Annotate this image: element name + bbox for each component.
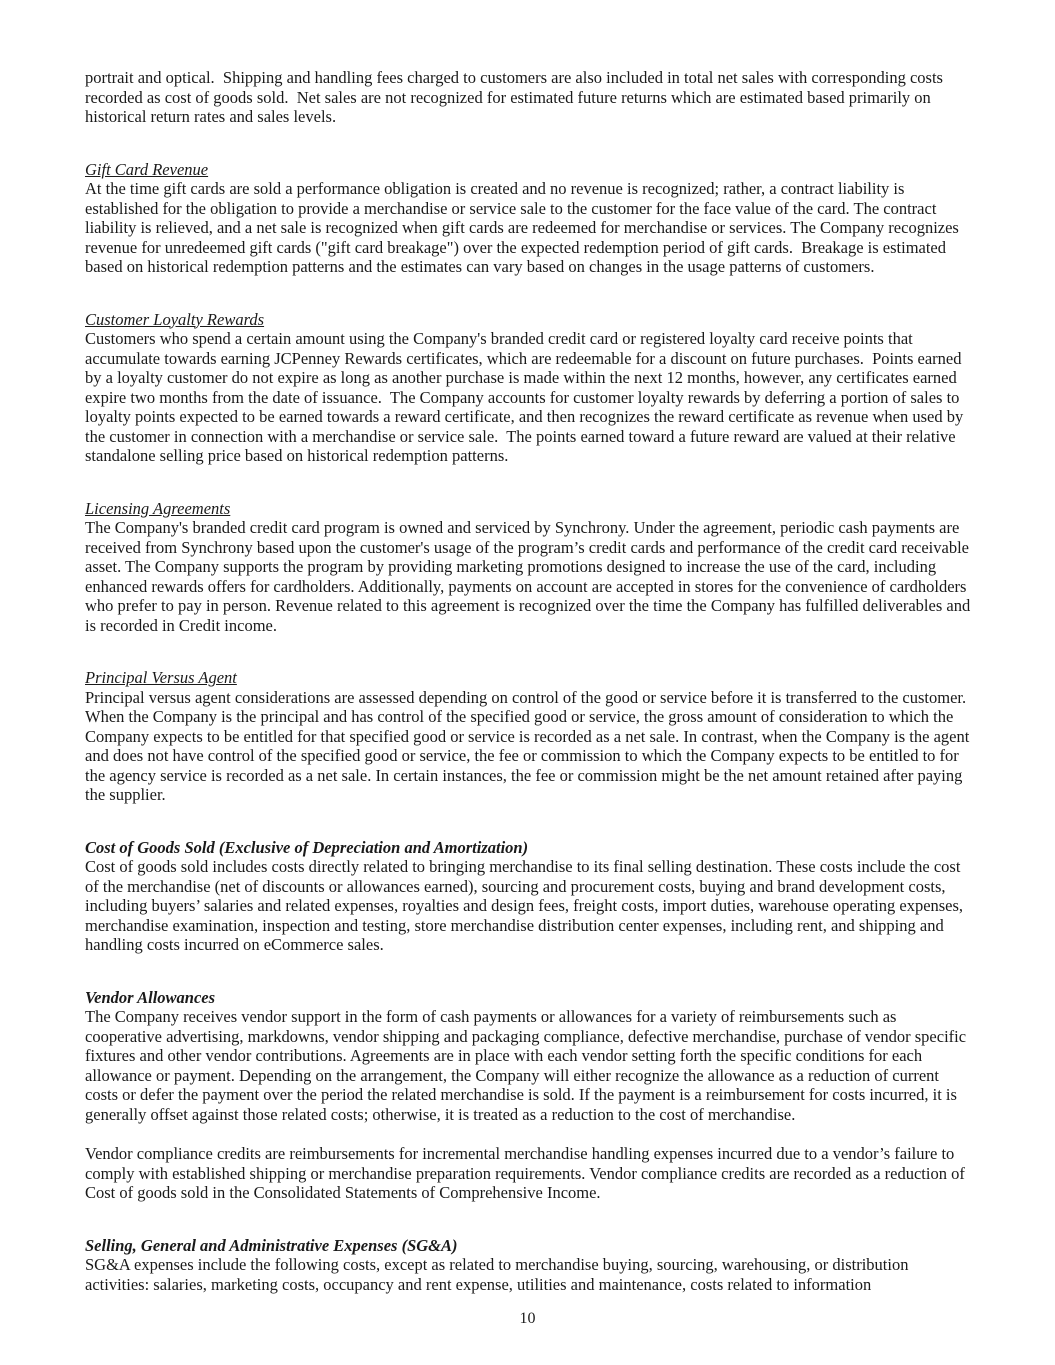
document-body [85,68,975,1294]
section-heading: Cost of Goods Sold (Exclusive of Depreciation and Amortization) [85,837,529,857]
document-section [85,498,975,636]
section-paragraph: Customers who spend a certain amount using the Company's branded credit card or registered loyalty card receive points that accumulate towards earning JCPenney Rewards certificates, which are redeemable for a discount on future purchases. Points earned by a loyalty customer do not expire as long as another purchase is made within the next 12 months, however, any certificates earned expire two months from the date of issuance. The Company accounts for customer loyalty rewards by deferring a portion of sales to loyalty points expected to be earned towards a reward certificate, and then recognizes the reward certificate as revenue when used by the customer in connection with a merchandise or service sale. The points earned toward a future reward are valued at their relative standalone selling price based on historical redemption patterns. [85,329,968,465]
section-heading: Selling, General and Administrative Expenses (SG&A) [85,1235,458,1255]
section-heading: Customer Loyalty Rewards [85,309,265,329]
section-paragraph: The Company's branded credit card program is owned and serviced by Synchrony. Under the agreement, periodic cash payments are received from Synchrony based upon the customer's usage of the program’s credit cards and performance of the credit card receivable asset. The Company supports the program by providing marketing promotions designed to increase the use of the card, including enhanced rewards offers for cardholders. Additionally, payments on account are accepted in stores for the convenience of cardholders who prefer to pay in person. Revenue related to this agreement is recognized over the time the Company has fulfilled deliverables and is recorded in Credit income. [85,518,975,635]
document-section [85,988,972,1203]
document-section [85,668,975,805]
section-heading: Gift Card Revenue [85,159,209,179]
section-heading: Vendor Allowances [85,987,216,1007]
section-paragraph: SG&A expenses include the following costs, except as related to merchandise buying, sourcing, warehousing, or distribution activities: salaries, marketing costs, occupancy and rent expense, utilities and maintenance, costs related to information [85,1255,913,1294]
document-section [85,160,972,277]
section-heading: Principal Versus Agent [85,668,237,687]
section-paragraph: Principal versus agent considerations are assessed depending on control of the good or service before it is transferred to the customer. When the Company is the principal and has control of the specified good or service, the gross amount of consideration to which the Company expects to be entitled for that specified good or service is recorded as a net sale. In contrast, when the Company is the agent and does not have control of the specified good or service, the fee or commission to which the Company expects to be entitled to for the agency service is recorded as a net sale. In certain instances, the fee or commission might be the net amount retained after paying the supplier. [85,687,975,804]
section-paragraph: portrait and optical. Shipping and handling fees charged to customers are also included in total net sales with corresponding costs recorded as cost of goods sold. Net sales are not recognized for estimated future returns which are estimated based primarily on historical return rates and sales levels. [85,68,948,126]
section-heading: Licensing Agreements [85,498,231,518]
document-section [85,68,972,127]
section-paragraph: Vendor compliance credits are reimbursements for incremental merchandise handling expenses incurred due to a vendor’s failure to comply with established shipping or merchandise preparation requirements. Vendor compliance credits are recorded as a reduction of Cost of goods sold in the Consolidated Statements of Comprehensive Income. [85,1144,969,1202]
section-paragraph: Cost of goods sold includes costs directly related to bringing merchandise to its final selling destination. These costs include the cost of the merchandise (net of discounts or allowances earned), sourcing and procurement costs, buying and brand development costs, including buyers’ salaries and related expenses, royalties and design fees, freight costs, import duties, warehouse operating expenses, merchandise examination, inspection and testing, store merchandise distribution center expenses, including rent, and shipping and handling costs incurred on eCommerce sales. [85,857,968,954]
document-section [85,1236,972,1295]
section-paragraph: At the time gift cards are sold a performance obligation is created and no revenue is recognized; rather, a contract liability is established for the obligation to provide a merchandise or service sale to the customer for the face value of the card. The contract liability is relieved, and a net sale is recognized when gift cards are redeemed for merchandise or services. The Company recognizes revenue for unredeemed gift cards ("gift card breakage") over the expected redemption period of gift cards. Breakage is estimated based on historical redemption patterns and the estimates can vary based on changes in the usage patterns of customers. [85,179,963,276]
document-section [85,838,972,955]
document-section [85,310,972,466]
section-paragraph: The Company receives vendor support in the form of cash payments or allowances for a variety of reimbursements such as cooperative advertising, markdowns, vendor shipping and packaging compliance, defective merchandise, purchase of vendor specific fixtures and other vendor contributions. Agreements are in place with each vendor setting forth the specific conditions for each allowance or payment. Depending on the arrangement, the Company will either recognize the allowance as a reduction of current costs or defer the payment over the period the related merchandise is sold. If the payment is a reimbursement for costs incurred, it is generally offset against those related costs; otherwise, it is treated as a reduction to the cost of merchandise. [85,1007,971,1124]
page-number: 10 [519,1310,536,1327]
